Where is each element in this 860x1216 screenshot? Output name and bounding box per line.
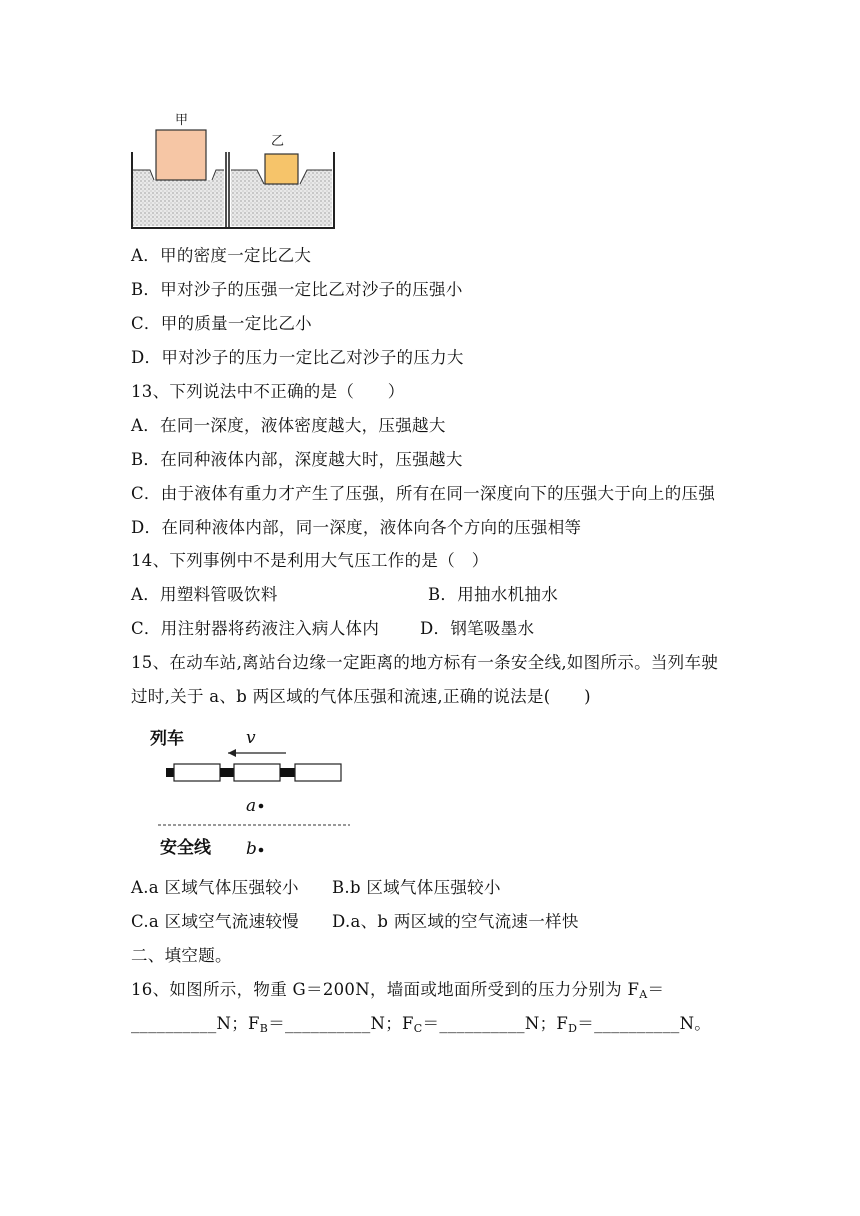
- blank-fc[interactable]: __________: [439, 1014, 525, 1033]
- equals: ＝: [577, 1014, 595, 1033]
- q15-option-c: C.a 区域空气流速较慢: [131, 912, 299, 931]
- q12-option-d: D．甲对沙子的压力一定比乙对沙子的压力大: [131, 348, 464, 367]
- blank-fa[interactable]: __________: [131, 1014, 217, 1033]
- q13-option-a: A．在同一深度，液体密度越大，压强越大: [131, 416, 446, 435]
- q14-option-d: D．钢笔吸墨水: [420, 619, 535, 638]
- q16-end: N。: [679, 1014, 712, 1033]
- subscript-a: A: [639, 988, 648, 1001]
- q14-option-b: B．用抽水机抽水: [428, 585, 559, 604]
- q15-stem-line2: 过时,关于 a、b 两区域的气体压强和流速,正确的说法是( ): [131, 687, 591, 706]
- q15-option-b: B.b 区域气体压强较小: [332, 878, 501, 897]
- q12-option-c: C．甲的质量一定比乙小: [131, 314, 312, 333]
- train-car-3: [295, 764, 341, 781]
- q13-option-b: B．在同种液体内部，深度越大时，压强越大: [131, 450, 463, 469]
- q13-option-c: C．由于液体有重力才产生了压强，所有在同一深度向下的压强大于向上的压强: [131, 484, 716, 503]
- q13-option-d: D．在同种液体内部，同一深度，液体向各个方向的压强相等: [131, 518, 582, 537]
- q12-option-b: B．甲对沙子的压强一定比乙对沙子的压强小: [131, 280, 463, 299]
- blank-fd[interactable]: __________: [594, 1014, 680, 1033]
- train-label: 列车: [150, 729, 184, 749]
- q16-line2: [131, 1013, 711, 1040]
- q15-option-a: A.a 区域气体压强较小: [131, 878, 299, 897]
- q15-stem-line1: 15、在动车站,离站台边缘一定距离的地方标有一条安全线,如图所示。当列车驶: [131, 653, 719, 672]
- unit-sep: N；F: [370, 1014, 414, 1033]
- q12-option-a: A．甲的密度一定比乙大: [131, 246, 312, 265]
- train-safety-figure: [140, 718, 370, 868]
- unit-sep: N；F: [524, 1014, 569, 1033]
- subscript-c: C: [413, 1022, 423, 1035]
- subscript-d: D: [568, 1022, 578, 1035]
- equals: ＝: [268, 1014, 285, 1033]
- velocity-label: v: [246, 728, 256, 748]
- q14-option-c: C．用注射器将药液注入病人体内: [131, 619, 380, 638]
- point-b-label: b: [246, 839, 257, 859]
- block-yi: [265, 154, 298, 184]
- label-jia: 甲: [175, 113, 189, 128]
- label-yi: 乙: [271, 134, 285, 149]
- block-jia: [156, 130, 206, 180]
- q13-stem: 13、下列说法中不正确的是（ ）: [131, 382, 405, 401]
- q14-stem: 14、下列事例中不是利用大气压工作的是（ ）: [131, 551, 489, 570]
- train-car-1: [174, 764, 220, 781]
- subscript-b: B: [259, 1022, 269, 1035]
- blank-fb[interactable]: __________: [285, 1014, 371, 1033]
- unit-sep: N；F: [216, 1014, 260, 1033]
- sand-containers-figure: [128, 108, 338, 230]
- q15-option-d: D.a、b 两区域的空气流速一样快: [332, 912, 579, 931]
- q14-option-a: A．用塑料管吸饮料: [131, 585, 278, 604]
- q16-line1: [131, 979, 664, 1006]
- point-a-dot: [259, 804, 264, 809]
- equals: ＝: [647, 980, 665, 999]
- q16-stem: 16、如图所示，物重 G＝200N，墙面或地面所受到的压力分别为 F: [131, 980, 640, 999]
- train-car-2: [234, 764, 280, 781]
- safety-line-label: 安全线: [160, 838, 211, 858]
- point-b-dot: [259, 848, 264, 853]
- section-2-heading: 二、填空题。: [131, 946, 232, 965]
- equals: ＝: [422, 1014, 440, 1033]
- point-a-label: a: [246, 796, 257, 816]
